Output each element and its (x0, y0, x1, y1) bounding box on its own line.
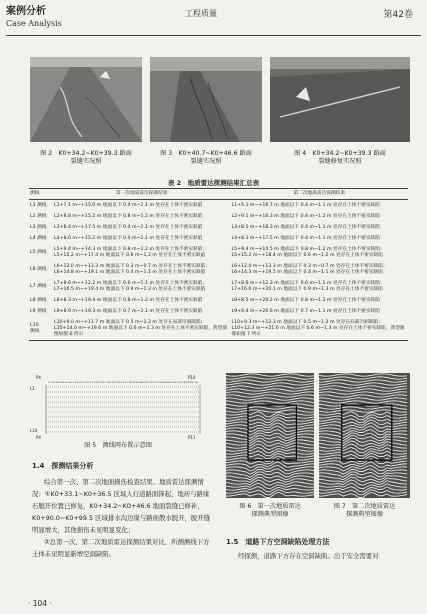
table-cell-line: L8 测线 (30, 297, 47, 303)
table-row (29, 295, 408, 306)
table-row (29, 317, 408, 341)
table-cell-second: L3+8.5 m~+18.3 m 地面以下 0.4 m~1.1 m 处存在土体不密实缺陷 (231, 224, 380, 230)
table-row (29, 278, 408, 295)
section-1-4-para-1: 综合第一次、第二次地面损伤检查结果、地质雷达探测情况：①K0+33.1~K0+36.5 区域人行道路面锋起，地砖与路缘石脱开位置已修复，K0+34.2~K0+46.6 地面裂缝已修补，K0+90.0~K0+99.5 区域排水沟边缘与路面散水脱开，脱开缝明显增大，其他损伤未见明显变化； (32, 478, 211, 534)
table-cell-first: L6+12.0 m~+13.3 m 地面以下 0.3 m~0.7 m 处存在土体不密实缺陷； L6+14.8 m~+19.1 m 地面以下 0.4 m~1.1 m 处存在土体不密实缺陷 (53, 263, 211, 275)
header-line: 测线 (29, 189, 53, 200)
road-crack-photo-1 (30, 57, 142, 142)
survey-grid-figure (30, 373, 206, 441)
grid-label-p10: P10 (188, 375, 196, 380)
section-1-4-heading: 1.4 探测结果分析 (32, 462, 94, 470)
table-cell-second: L8+8.5 m~+20.2 m 地面以下 0.8 m~1.2 m 处存在土体不密实缺陷 (231, 297, 380, 303)
table-cell-line: L7 测线 (30, 283, 47, 289)
section-label-en: Case Analysis (6, 19, 62, 28)
table-row (29, 200, 408, 212)
road-crack-photo-2 (150, 57, 262, 142)
grid-label-l10: L10 (30, 428, 38, 433)
section-label (6, 6, 62, 30)
table-cell-second: L1+5.1 m~+16.7 m 地面以下 0.4 m~1.1 m 处存在土体不密实缺陷 (231, 202, 380, 208)
table-row (29, 306, 408, 317)
table-header-row (29, 189, 408, 200)
table-cell-second: L10+9.3 m~+12.3 m 地面以下 0.5 m~1.2 m 处存在局部空洞缺陷； L10+12.3 m~+21.6 m 地面以下 0.6 m~1.3 m 处存在土体不密实缺陷，典型图像如图 7 所示 (230, 317, 408, 341)
figure-3-caption: 图 3 K0+40.7~K0+46.6 路面 裂缝实况照 (160, 150, 252, 165)
table-cell-first: L9+8.9 m~+19.3 m 地面以下 0.7 m~1.1 m 处存在土体不密实缺陷 (53, 308, 203, 314)
table-cell-line: L9 测线 (30, 308, 47, 314)
table-row (29, 222, 408, 233)
issue-label: 第42卷 (383, 10, 413, 20)
section-1-4-para-2: ②总第一次、第二次地质雷达探测结果对比，所测测线下方土体未见明显新增空洞缺陷。 (32, 538, 210, 558)
header-first: 第一次地质雷达探测结果 (53, 189, 231, 200)
header-rule (6, 35, 421, 36)
figure-7-caption: 图 7 第二次地质雷达 探测典型图像 (333, 503, 396, 518)
grid-label-l1: L1 (30, 386, 35, 391)
figure-2-caption: 图 2 K0+34.2~K0+39.3 路面 裂缝实况照 (40, 150, 132, 165)
grid-tick-labels: L1,L2,L3,L4,L5,L6,L7,L8,L9,L10,L11,L12,L13,L14,L15,L16,L17,L18,L19,L20,L21,L22,L23,L24,L25,L26,L27,L28,L29,L30 (48, 382, 200, 384)
table-2-title: 表 2 地质雷达探测结果汇总表 (167, 179, 260, 187)
table-row (29, 211, 408, 222)
table-cell-second: L2+9.1 m~+16.3 m 地面以下 0.8 m~1.2 m 处存在土体不密实缺陷 (231, 213, 380, 219)
gpr-image-first (226, 373, 314, 498)
table-cell-second: L9+9.4 m~+20.6 m 地面以下 0.7 m~1.1 m 处存在土体不密实缺陷 (231, 308, 380, 314)
table-cell-line: L4 测线 (30, 235, 47, 241)
page-header (0, 0, 427, 44)
table-cell-second: L5+9.4 m~+14.5 m 地面以下 0.8 m~1.2 m 处存在土体不密实缺陷； L5+15.2 m~+18.4 m 地面以下 0.6 m~1.2 m 处存在土体不密实缺陷 (231, 246, 385, 258)
table-cell-line: L1 测线 (30, 202, 47, 208)
page-number: · 104 · (28, 599, 52, 608)
radar-results-table (29, 188, 408, 341)
table-cell-line: L6 测线 (30, 266, 47, 272)
table-cell-second: L4+8.3 m~+17.5 m 地面以下 0.4 m~1.1 m 处存在土体不密实缺陷 (231, 235, 380, 241)
grid-label-p4: P4 (36, 375, 41, 380)
table-cell-second: L7+8.6 m~+12.3 m 地面以下 0.6 m~1.1 m 处存在土体不密实缺陷； L7+16.0 m~+20.1 m 地面以下 0.9 m~1.3 m 处存在土体不密实缺陷 (231, 280, 385, 292)
header-second: 第二次地质雷达探测结果 (230, 189, 408, 200)
table-row (29, 244, 408, 261)
table-cell-first: L2+8.8 m~+15.2 m 地面以下 0.8 m~1.2 m 处存在土体不密实缺陷 (53, 213, 203, 219)
table-cell-first: L1+7.1 m~+15.0 m 地面以下 0.4 m~1.1 m 处存在土体不密实缺陷 (53, 202, 203, 208)
grid-label-p4-bottom: P4 (36, 435, 41, 440)
grid-label-p11: P11 (188, 435, 196, 440)
table-cell-first: L4+8.0 m~+15.2 m 地面以下 0.4 m~1.1 m 处存在土体不密实缺陷 (53, 235, 203, 241)
table-cell-first: L5+9.4 m~+14.3 m 地面以下 0.8 m~1.2 m 处存在土体不密实缺陷； L5+15.2 m~+17.4 m 地面以下 0.6 m~1.2 m 处存在土体不密实缺陷 (53, 246, 208, 258)
table-cell-line: L3 测线 (30, 224, 47, 230)
table-cell-first: L10+9.0 m~+11.7 m 地面以下 0.5 m~1.2 m 处存在局部空洞缺陷； L10+14.0 m~+19.6 m 地面以下 0.6 m~1.3 m 处存在土体不密实缺陷，典型图像如图 6 所示 (53, 317, 231, 341)
table-cell-line: L5 测线 (30, 249, 47, 255)
table-cell-line: L2 测线 (30, 213, 47, 219)
figure-6-caption: 图 6 第一次地质雷达 探测典型图像 (239, 503, 301, 518)
section-1-4-body (32, 476, 215, 560)
table-cell-first: L8+8.3 m~+19.4 m 地面以下 0.8 m~1.2 m 处存在土体不密实缺陷 (53, 297, 203, 303)
table-cell-second: L6+12.0 m~+13.3 m 地面以下 0.3 m~0.7 m 处存在土体不密实缺陷； L6+14.3 m~+19.5 m 地面以下 0.4 m~1.1 m 处存在土体不密实缺陷 (231, 263, 388, 275)
table-row (29, 233, 408, 244)
section-label-cn: 案例分析 (6, 6, 46, 17)
figure-5-caption: 图 5 测线网布置示意图 (84, 442, 152, 449)
journal-name: 工程质量 (185, 9, 217, 18)
gpr-image-second (319, 373, 410, 498)
table-cell-line: L10 测线 (29, 317, 53, 341)
table-row (29, 261, 408, 278)
road-repair-photo (270, 57, 410, 142)
table-cell-first: L7+8.6 m~+12.2 m 地面以下 0.6 m~1.1 m 处存在土体不密实缺陷； L7+16.5 m~+19.4 m 地面以下 0.9 m~1.3 m 处存在土体不密实缺陷 (53, 280, 208, 292)
section-1-5-heading: 1.5 道路下方空洞缺陷处理方法 (226, 538, 330, 546)
section-1-5-body: 经探测，道路下方存在空洞缺陷。出于安全需要对 (238, 552, 379, 560)
table-cell-first: L3+8.4 m~+17.5 m 地面以下 0.4 m~1.1 m 处存在土体不密实缺陷 (53, 224, 203, 230)
figure-4-caption: 图 4 K0+34.2~K0+39.3 路面 裂缝修复实况照 (294, 150, 386, 165)
